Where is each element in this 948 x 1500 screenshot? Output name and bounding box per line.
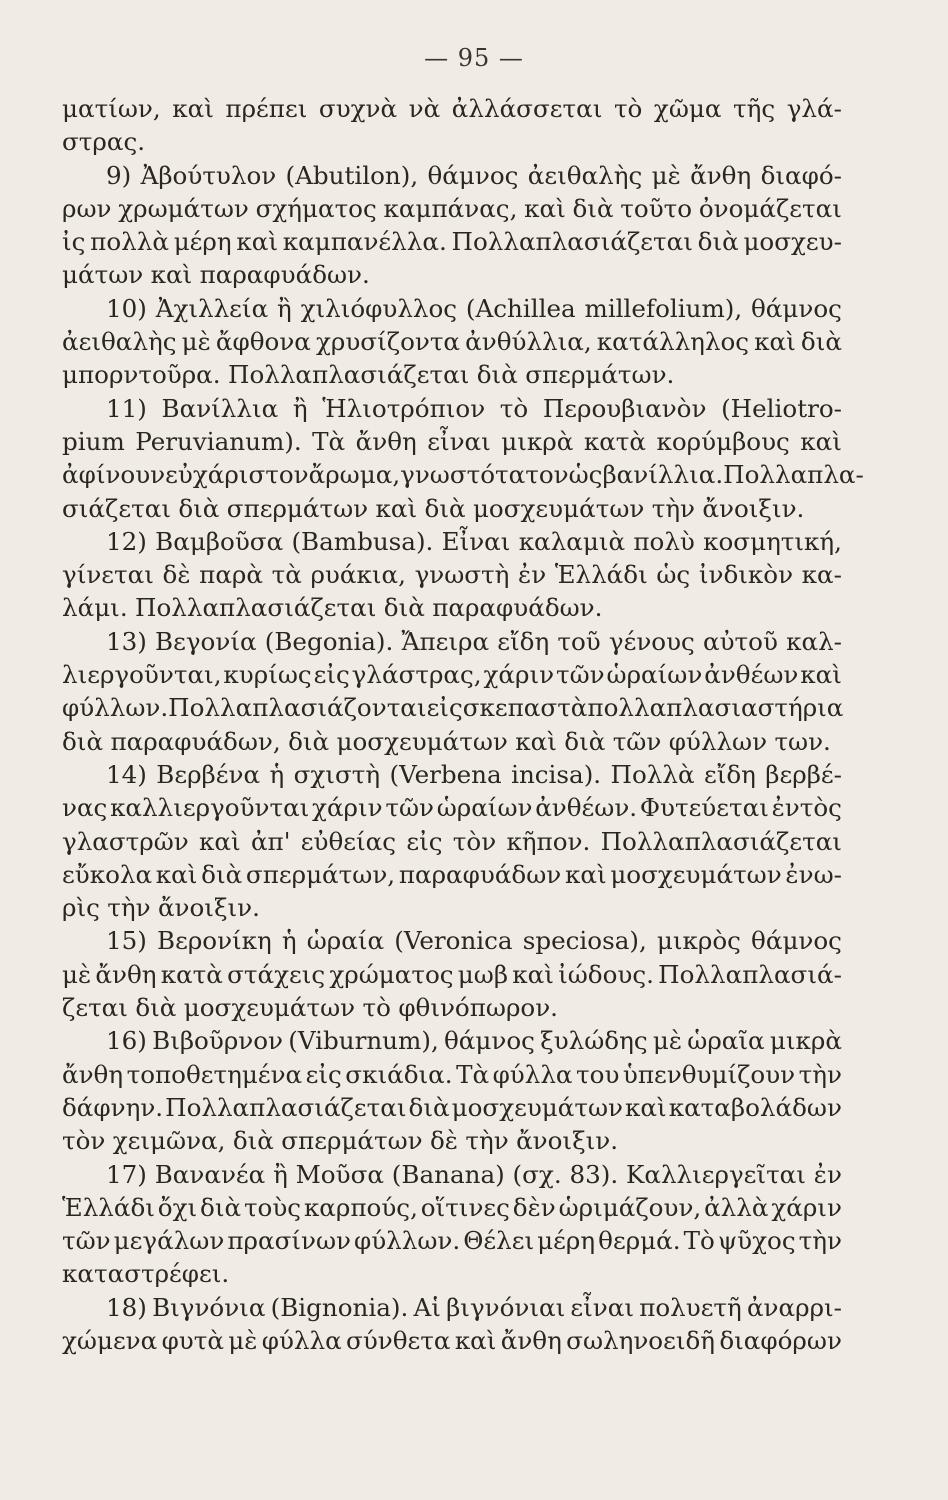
- text-line: μὲ ἄνθη κατὰ στάχεις χρώματος μωβ καὶ ἰώδους. Πολλαπλασιά-: [62, 959, 842, 989]
- body-text: [62, 92, 864, 1357]
- text-line: σιάζεται διὰ σπερμάτων καὶ διὰ μοσχευμάτων τὴν ἄνοιξιν.: [62, 493, 805, 523]
- text-line: 10) Ἀχιλλεία ἢ χιλιόφυλλος (Achillea millefolium), θάμνος: [106, 293, 842, 323]
- text-line: στρας.: [62, 127, 146, 157]
- text-line: ρὶς τὴν ἄνοιξιν.: [62, 893, 260, 923]
- text-line: Ἑλλάδι ὄχι διὰ τοὺς καρπούς, οἵτινες δὲν ὡριμάζουν, ἀλλὰ χάριν: [62, 1192, 842, 1222]
- text-line: 18) Βιγνόνια (Bignonia). Αἱ βιγνόνιαι εἶναι πολυετῆ ἀναρρι-: [106, 1292, 842, 1322]
- text-line: διὰ παραφυάδων, διὰ μοσχευμάτων καὶ διὰ τῶν φύλλων των.: [62, 726, 831, 756]
- text-line: ἰς πολλὰ μέρη καὶ καμπανέλλα. Πολλαπλασιάζεται διὰ μοσχευ-: [62, 227, 842, 257]
- text-line: 12) Βαμβοῦσα (Bambusa). Εἶναι καλαμιὰ πολὺ κοσμητική,: [106, 526, 842, 556]
- text-line: 17) Βανανέα ἢ Μοῦσα (Banana) (σχ. 83). Καλλιεργεῖται ἐν: [106, 1159, 842, 1189]
- text-line: νας καλλιεργοῦνται χάριν τῶν ὡραίων ἀνθέων. Φυτεύεται ἐντὸς: [62, 793, 842, 823]
- text-line: τῶν μεγάλων πρασίνων φύλλων. Θέλει μέρη θερμά. Τὸ ψῦχος τὴν: [62, 1226, 842, 1256]
- text-line: ἀφίνουν εὐχάριστον ἄρωμα, γνωστότατον ὡς βανίλλια. Πολλαπλα-: [62, 460, 864, 490]
- text-line: 9) Ἀβούτυλον (Abutilon), θάμνος ἀειθαλὴς μὲ ἄνθη διαφό-: [106, 160, 842, 190]
- text-line: 14) Βερβένα ἡ σχιστὴ (Verbena incisa). Πολλὰ εἴδη βερβέ-: [106, 759, 842, 789]
- text-line: pium Peruvianum). Τὰ ἄνθη εἶναι μικρὰ κατὰ κορύμβους καὶ: [62, 426, 842, 456]
- text-line: μάτων καὶ παραφυάδων.: [62, 260, 370, 290]
- text-line: τὸν χειμῶνα, διὰ σπερμάτων δὲ τὴν ἄνοιξιν.: [62, 1126, 619, 1156]
- text-line: γλαστρῶν καὶ ἀπ' εὐθείας εἰς τὸν κῆπον. Πολλαπλασιάζεται: [62, 826, 842, 856]
- text-line: φύλλων. Πολλαπλασιάζονται εἰς σκεπαστὰ πολλαπλασιαστήρια: [62, 693, 844, 723]
- text-line: 15) Βερονίκη ἡ ὡραία (Veronica speciosa), μικρὸς θάμνος: [106, 926, 842, 956]
- page-number: — 95 —: [424, 44, 524, 72]
- text-line: 13) Βεγονία (Begonia). Ἄπειρα εἴδη τοῦ γένους αὐτοῦ καλ-: [106, 626, 842, 656]
- text-line: 16) Βιβοῦρνον (Viburnum), θάμνος ξυλώδης μὲ ὡραῖα μικρὰ: [106, 1026, 842, 1056]
- text-line: χώμενα φυτὰ μὲ φύλλα σύνθετα καὶ ἄνθη σωληνοειδῆ διαφόρων: [62, 1325, 842, 1355]
- text-line: ρων χρωμάτων σχήματος καμπάνας, καὶ διὰ τοῦτο ὀνομάζεται: [62, 193, 842, 223]
- text-line: 11) Βανίλλια ἢ Ἡλιοτρόπιον τὸ Περουβιανὸν (Heliotro-: [106, 393, 842, 423]
- text-line: γίνεται δὲ παρὰ τὰ ρυάκια, γνωστὴ ἐν Ἑλλάδι ὡς ἰνδικὸν κα-: [62, 560, 842, 590]
- text-line: ἀειθαλὴς μὲ ἄφθονα χρυσίζοντα ἀνθύλλια, κατάλληλος καὶ διὰ: [62, 327, 842, 357]
- text-line: ματίων, καὶ πρέπει συχνὰ νὰ ἀλλάσσεται τὸ χῶμα τῆς γλά-: [62, 94, 842, 123]
- text-line: καταστρέφει.: [62, 1259, 230, 1289]
- text-line: εὔκολα καὶ διὰ σπερμάτων, παραφυάδων καὶ μοσχευμάτων ἐνω-: [62, 859, 842, 889]
- text-line: ἄνθη τοποθετημένα εἰς σκιάδια. Τὰ φύλλα του ὑπενθυμίζουν τὴν: [62, 1059, 842, 1089]
- text-line: μπορντοῦρα. Πολλαπλασιάζεται διὰ σπερμάτων.: [62, 360, 675, 390]
- text-line: λιεργοῦνται, κυρίως εἰς γλάστρας, χάριν τῶν ὡραίων ἀνθέων καὶ: [62, 660, 842, 690]
- text-line: ζεται διὰ μοσχευμάτων τὸ φθινόπωρον.: [62, 993, 558, 1023]
- text-line: λάμι. Πολλαπλασιάζεται διὰ παραφυάδων.: [62, 593, 603, 623]
- text-line: δάφνην. Πολλαπλασιάζεται διὰ μοσχευμάτων καὶ καταβολάδων: [62, 1092, 842, 1122]
